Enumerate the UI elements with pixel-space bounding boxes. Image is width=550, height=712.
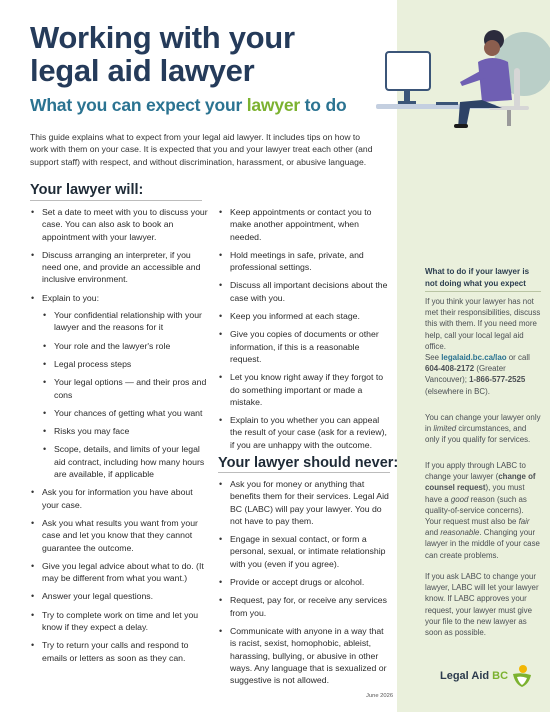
p4-part: If you apply through LABC to change your lawyer ( [425, 461, 526, 482]
logo-mark-icon [511, 664, 533, 688]
list-item: • Let you know right away if they forgot to do something important or made a mistake. [218, 371, 390, 408]
contact-mid: (Greater Vancouver); [425, 364, 506, 385]
intro-paragraph: This guide explains what to expect from your legal aid lawyer. It includes tips on how to work with them on your case. It is expected that you and your lawyer treat each other (and support staff) with respect, and without discrimination, harassment, or abusive language. [30, 132, 373, 167]
list-item: • Keep you informed at each stage. [218, 310, 390, 322]
phone-tollfree: 1-866-577-2525 [469, 375, 526, 385]
sidebar-paragraph-1: If you think your lawyer has not met their responsibilities, discuss this with them. If you need more help, call your local legal aid office. [425, 297, 541, 351]
never-list [218, 478, 390, 692]
logo-text [440, 670, 508, 682]
list-item: • Request, pay for, or receive any services from you. [218, 594, 390, 619]
p3-emphasis: limited [433, 424, 457, 434]
heading-divider [218, 472, 390, 473]
p3-start: You can change your lawyer only in [425, 413, 541, 434]
p4-em: fair [518, 517, 530, 527]
logo-bc: BC [492, 670, 509, 682]
logo-main: Legal Aid [440, 670, 493, 682]
p4-em: good [450, 494, 469, 504]
sidebar-paragraph-5: If you ask LABC to change your lawyer, LABC will let your lawyer know. If LABC approves your request, your lawyer must give your file to the new lawyer as soon as possible. [425, 572, 539, 638]
p4-bold: change of counsel request [425, 472, 536, 493]
subtitle-highlight: lawyer [246, 95, 301, 115]
contact-or: or call [506, 353, 530, 362]
sidebar-paragraph-3 [425, 412, 541, 446]
list-item: • Try to complete work on time and let you know if they expect a delay. [30, 609, 210, 634]
p4-part: ), you must have a [425, 483, 525, 504]
list-item: • Communicate with anyone in a way that is racist, sexist, homophobic, ableist, harassing, bullying, or abusive in other ways. Any language that is sexualized or suggestive is not allowed. [218, 625, 390, 686]
list-item: • Your confidential relationship with your lawyer and the reasons for it [42, 309, 210, 334]
list-item: • Ask you what results you want from your case and let you know that they cannot guarantee the outcome. [30, 517, 210, 554]
subtitle-start: What you can expect your [30, 95, 247, 115]
list-item: • Your legal options — and their pros and cons [42, 376, 210, 401]
list-item: • Risks you may face [42, 425, 210, 437]
sidebar-heading: What to do if your lawyer is not doing what you expect [425, 267, 530, 288]
p3-end: circumstances, and only if you qualify for services. [425, 424, 531, 445]
sidebar-paragraph-contact [425, 352, 541, 397]
list-item: • Explain to you whether you can appeal the result of your case (ask for a review), if you are unhappy with the outcome. [218, 414, 390, 451]
p4-part: . Changing your lawyer in the middle of your case can create problems. [425, 528, 540, 560]
list-item: • Scope, details, and limits of your legal aid contract, including how many hours are available, if applicable [42, 443, 210, 480]
lawyer-will-heading: Your lawyer will: [30, 182, 144, 198]
contact-see: See [425, 353, 442, 362]
list-item: • Legal process steps [42, 358, 210, 370]
explain-label: Explain to you: [42, 292, 99, 303]
list-item: • Try to return your calls and respond to emails or letters as soon as they can. [30, 639, 210, 664]
p4-part: and [425, 528, 441, 538]
p4-part: reason (such as quality-of-service concerns). Your request must also be [425, 494, 527, 527]
list-item: • Discuss arranging an interpreter, if you need one, and provide an accessible and inclusive environment. [30, 249, 210, 286]
will-list-col2 [218, 206, 390, 457]
legalaid-link[interactable]: legalaid.bc.ca/lao [441, 353, 507, 362]
page-subtitle [30, 95, 400, 116]
heading-divider [30, 200, 202, 201]
sidebar-divider [425, 291, 541, 292]
phone-vancouver: 604-408-2172 [425, 364, 475, 374]
page-title: Working with your legal aid lawyer [30, 20, 295, 88]
sidebar-paragraph-4 [425, 460, 541, 561]
will-list-col1 [30, 206, 210, 670]
subtitle-end: to do [300, 95, 347, 115]
list-item: • Discuss all important decisions about the case with you. [218, 279, 390, 304]
list-item: • Provide or accept drugs or alcohol. [218, 576, 390, 588]
footer-date: June 2026 [366, 693, 394, 699]
list-item: • Set a date to meet with you to discuss your case. You can also ask to book an appointment with your lawyer. [30, 206, 210, 243]
lawyer-at-desk-illustration [374, 18, 550, 130]
contact-end: (elsewhere in BC). [425, 386, 490, 396]
p4-em: reasonable [440, 528, 480, 538]
list-item: • Keep appointments or contact you to make another appointment, when needed. [218, 206, 390, 243]
list-item: • Answer your legal questions. [30, 590, 210, 602]
lawyer-never-heading: Your lawyer should never: [218, 455, 399, 471]
legal-aid-bc-logo [440, 664, 533, 688]
list-item: • Your chances of getting what you want [42, 407, 210, 419]
list-item: • Ask you for information you have about your case. [30, 486, 210, 511]
list-item: • Your role and the lawyer's role [42, 340, 210, 352]
explain-sublist [42, 309, 210, 480]
list-item: • Ask you for money or anything that benefits them for their services. Legal Aid BC (LABC) will pay your lawyer. You do not have to pay them. [218, 478, 390, 527]
list-item: • Hold meetings in safe, private, and professional settings. [218, 249, 390, 274]
list-item-explain [30, 292, 210, 481]
list-item: • Give you legal advice about what to do. (It may be different from what you want.) [30, 560, 210, 585]
list-item: • Engage in sexual contact, or form a personal, sexual, or intimate relationship with you (even if you agree). [218, 533, 390, 570]
list-item: • Give you copies of documents or other information, if this is a reasonable request. [218, 328, 390, 365]
